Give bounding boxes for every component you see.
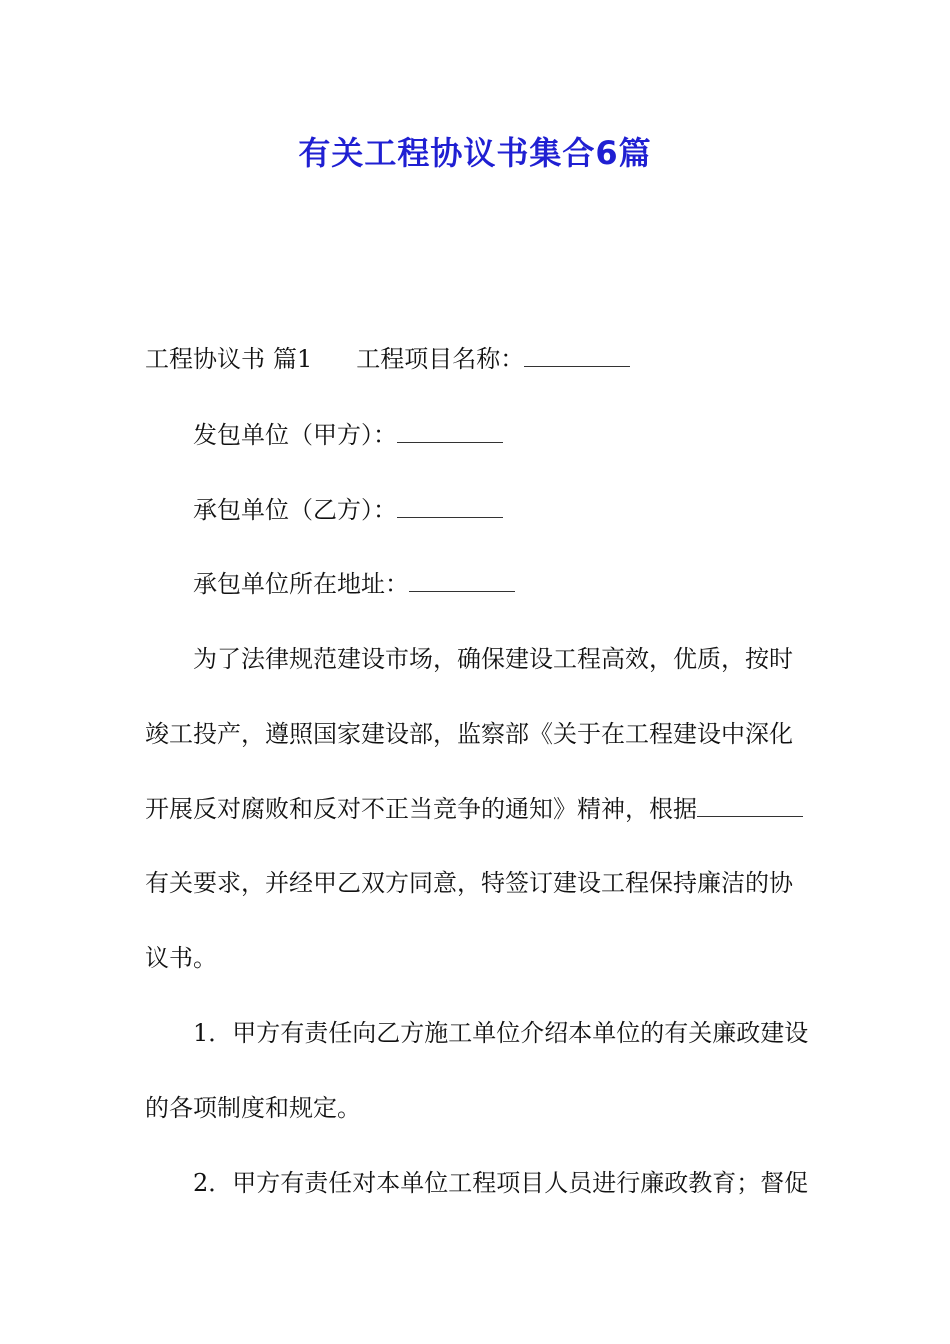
contractor-address-line: [193, 563, 815, 604]
contractor-address-label: 承包单位所在地址：: [193, 570, 409, 598]
contractor-line: [193, 489, 815, 530]
contractor-address-blank: [409, 563, 515, 592]
project-name-blank: [524, 338, 630, 367]
basis-blank: [697, 788, 803, 817]
intro-line-2: 竣工投产，遵照国家建设部，监察部《关于在工程建设中深化: [145, 720, 793, 748]
section-heading-line: [145, 338, 815, 379]
project-name-label: 工程项目名称：: [356, 345, 525, 373]
contractor-blank: [397, 489, 503, 518]
section-number: 篇1: [273, 345, 313, 373]
clause-1-line-2: 的各项制度和规定。: [145, 1094, 361, 1122]
intro-line-3: [145, 788, 815, 829]
contractor-label: 承包单位（乙方）：: [193, 496, 397, 524]
intro-line-1: 为了法律规范建设市场，确保建设工程高效，优质，按时: [193, 645, 793, 673]
section-heading: 工程协议书: [145, 345, 265, 373]
document-title: 有关工程协议书集合6篇: [298, 134, 652, 172]
clause-1-line-1: 1．甲方有责任向乙方施工单位介绍本单位的有关廉政建设: [193, 1019, 809, 1047]
employer-blank: [397, 414, 503, 443]
intro-line-5: 议书。: [145, 944, 217, 972]
clause-2-line-1: 2．甲方有责任对本单位工程项目人员进行廉政教育；督促: [193, 1169, 809, 1197]
employer-line: [193, 414, 815, 455]
intro-line-4: 有关要求，并经甲乙双方同意，特签订建设工程保持廉洁的协: [145, 869, 793, 897]
intro-line-3-text: 开展反对腐败和反对不正当竞争的通知》精神，根据: [145, 795, 697, 823]
employer-label: 发包单位（甲方）：: [193, 421, 397, 449]
